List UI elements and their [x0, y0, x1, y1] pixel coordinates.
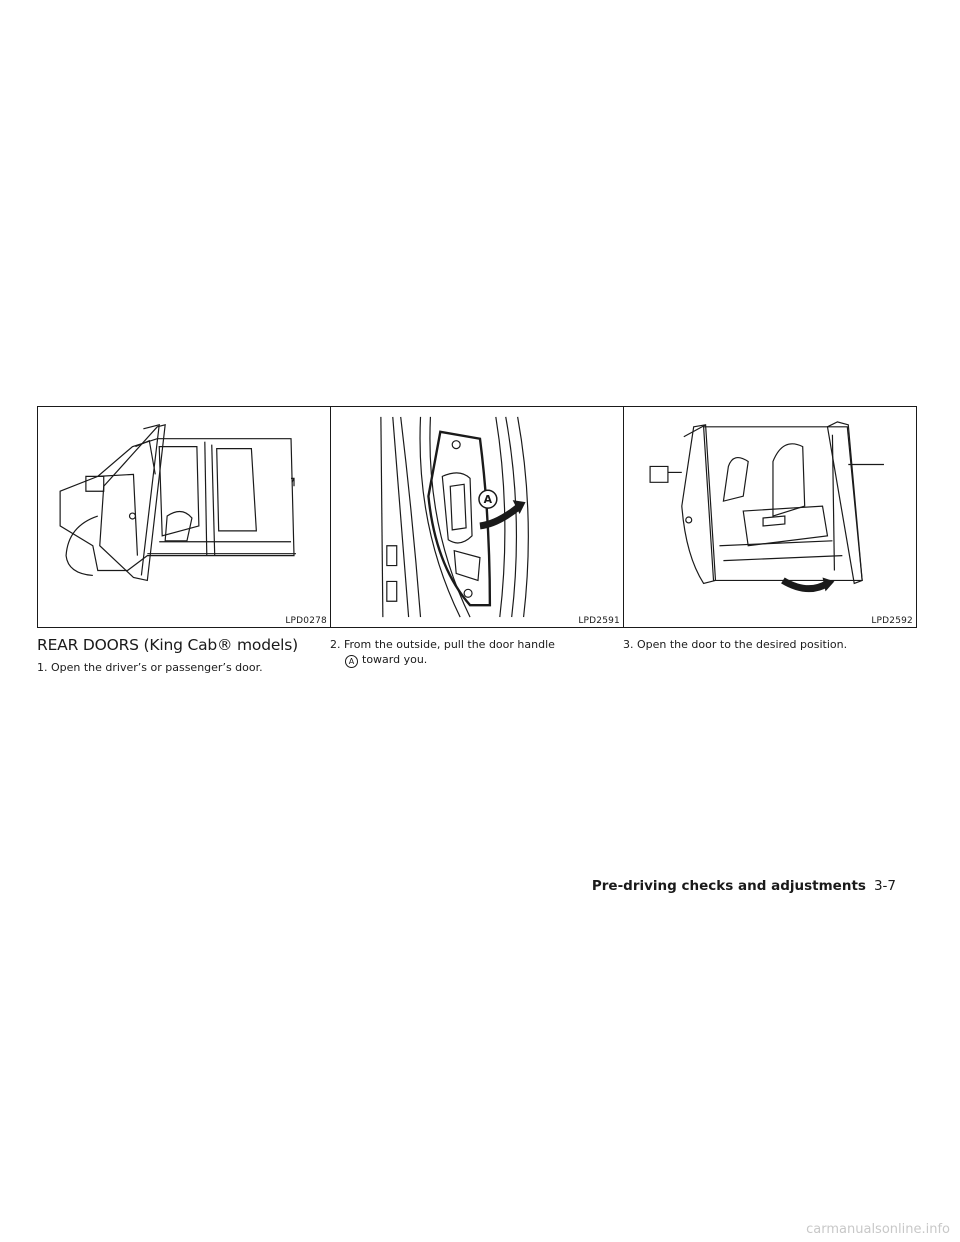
truck-rear-door-illustration: [38, 407, 330, 627]
step-2-continuation: [330, 652, 602, 668]
section-heading: REAR DOORS (King Cab® models): [37, 636, 299, 654]
figure-code: LPD0278: [285, 616, 327, 626]
step-2-text: 2. From the outside, pull the door handle: [330, 638, 555, 651]
callout-a-label: A: [483, 493, 493, 507]
step-2-text-cont: toward you.: [362, 653, 428, 666]
watermark: carmanualsonline.info: [806, 1222, 950, 1237]
step-2: [330, 637, 602, 668]
door-handle-illustration: [331, 407, 623, 627]
figure-code: LPD2591: [578, 616, 620, 626]
figure-code: LPD2592: [871, 616, 913, 626]
footer-section-title: Pre-driving checks and adjustments: [591, 878, 866, 894]
page-number: 3-7: [873, 878, 896, 894]
page-footer: [560, 878, 896, 894]
door-open-illustration: [624, 407, 916, 627]
step-3-text: 3. Open the door to the desired position.: [623, 638, 848, 651]
figure-door-open: [623, 406, 917, 628]
figure-door-handle: [330, 406, 624, 628]
callout-a-badge: A: [345, 655, 358, 668]
step-1-text: 1. Open the driver’s or passenger’s door.: [37, 661, 263, 674]
figure-rear-door-truck: [37, 406, 331, 628]
